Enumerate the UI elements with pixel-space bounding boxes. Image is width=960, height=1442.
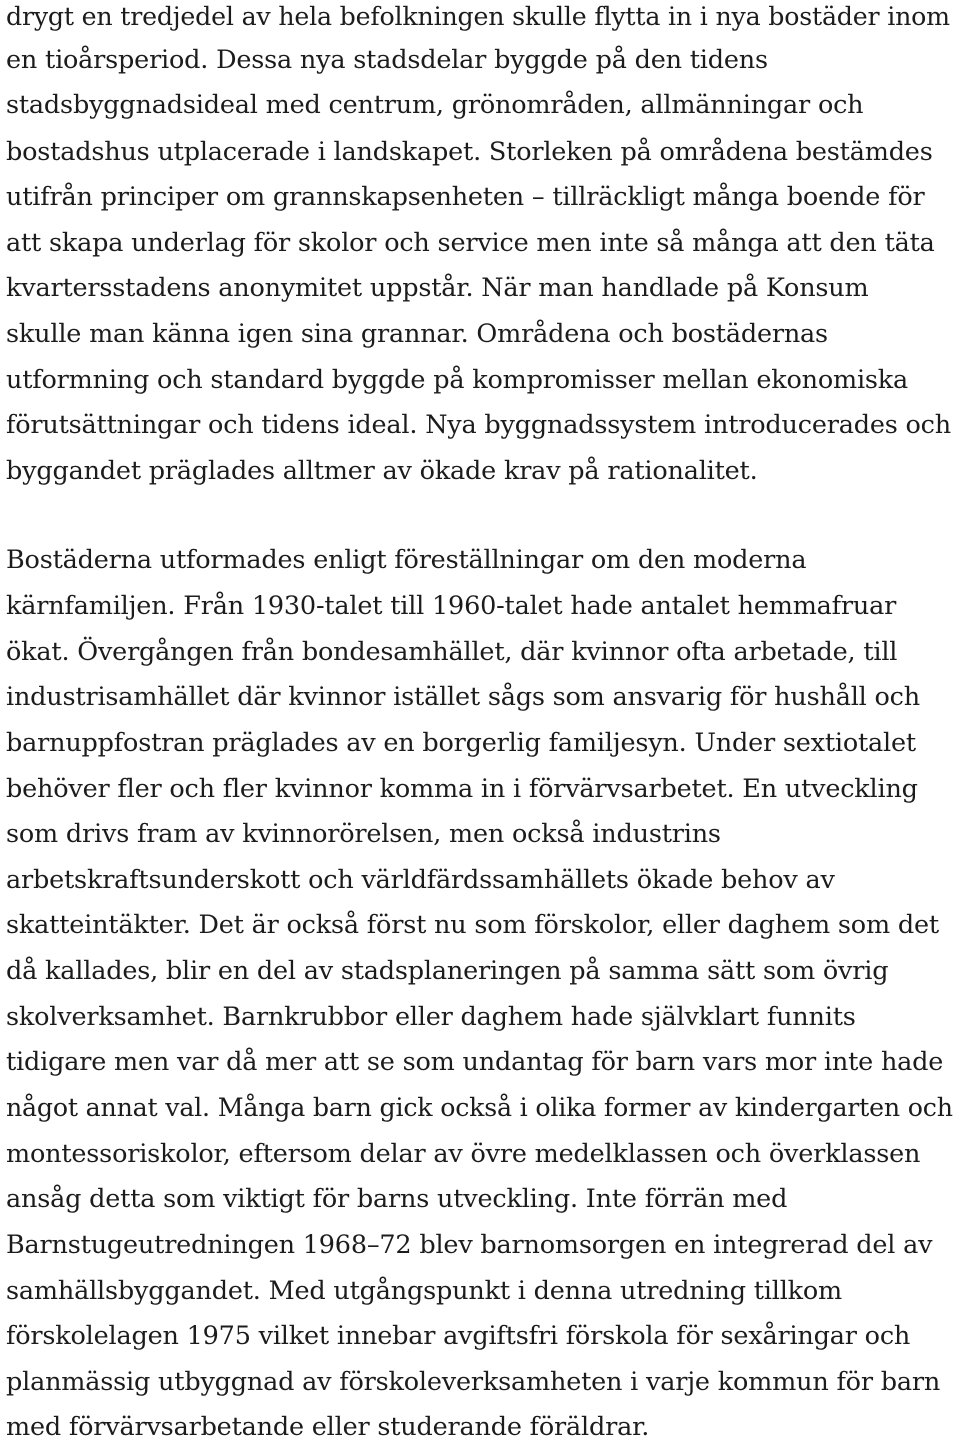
text-line: skulle man känna igen sina grannar. Områdena och bostädernas xyxy=(6,319,828,349)
text-line: drygt en tredjedel av hela befolkningen skulle flytta in i nya bostäder inom xyxy=(6,2,950,31)
text-line: arbetskraftsunderskott och världfärdssamhällets ökade behov av xyxy=(6,865,835,895)
text-line: tidigare men var då mer att se som undantag för barn vars mor inte hade xyxy=(6,1047,944,1077)
text-line: planmässig utbyggnad av förskoleverksamheten i varje kommun för barn xyxy=(6,1367,941,1397)
text-line: barnuppfostran präglades av en borgerlig familjesyn. Under sextiotalet xyxy=(6,728,916,758)
text-line: stadsbyggnadsideal med centrum, grönområden, allmänningar och xyxy=(6,90,864,120)
text-line: utformning och standard byggde på kompromisser mellan ekonomiska xyxy=(6,365,909,395)
text-line: kvartersstadens anonymitet uppstår. När man handlade på Konsum xyxy=(6,273,869,303)
text-line: industrisamhället där kvinnor istället sågs som ansvarig för hushåll och xyxy=(6,682,920,712)
text-line: bostadshus utplacerade i landskapet. Storleken på områdena bestämdes xyxy=(6,137,933,167)
text-line: skolverksamhet. Barnkrubbor eller daghem hade självklart funnits xyxy=(6,1002,856,1032)
text-line: en tioårsperiod. Dessa nya stadsdelar byggde på den tidens xyxy=(6,45,768,75)
text-line: ökat. Övergången från bondesamhället, där kvinnor ofta arbetade, till xyxy=(6,637,898,667)
text-line: skatteintäkter. Det är också först nu som förskolor, eller daghem som det xyxy=(6,910,939,940)
text-line: då kallades, blir en del av stadsplaneringen på samma sätt som övrig xyxy=(6,956,889,986)
text-line: utifrån principer om grannskapsenheten – tillräckligt många boende för xyxy=(6,182,925,212)
text-line: med förvärvsarbetande eller studerande föräldrar. xyxy=(6,1412,650,1442)
text-line: som drivs fram av kvinnorörelsen, men också industrins xyxy=(6,819,721,849)
text-line: Barnstugeutredningen 1968–72 blev barnomsorgen en integrerad del av xyxy=(6,1230,933,1260)
text-line: montessoriskolor, eftersom delar av övre medelklassen och överklassen xyxy=(6,1139,921,1169)
text-line: förskolelagen 1975 vilket innebar avgiftsfri förskola för sexåringar och xyxy=(6,1321,911,1351)
text-line: förutsättningar och tidens ideal. Nya byggnadssystem introducerades och xyxy=(6,410,951,440)
text-line: Bostäderna utformades enligt föreställningar om den moderna xyxy=(6,545,807,575)
text-line: behöver fler och fler kvinnor komma in i förvärvsarbetet. En utveckling xyxy=(6,774,918,804)
text-line: ansåg detta som viktigt för barns utveckling. Inte förrän med xyxy=(6,1184,788,1214)
text-line: byggandet präglades alltmer av ökade krav på rationalitet. xyxy=(6,456,758,486)
text-line: kärnfamiljen. Från 1930-talet till 1960-talet hade antalet hemmafruar xyxy=(6,591,897,621)
text-line: att skapa underlag för skolor och service men inte så många att den täta xyxy=(6,228,935,258)
text-line: samhällsbyggandet. Med utgångspunkt i denna utredning tillkom xyxy=(6,1276,843,1306)
text-line: något annat val. Många barn gick också i olika former av kindergarten och xyxy=(6,1093,953,1122)
